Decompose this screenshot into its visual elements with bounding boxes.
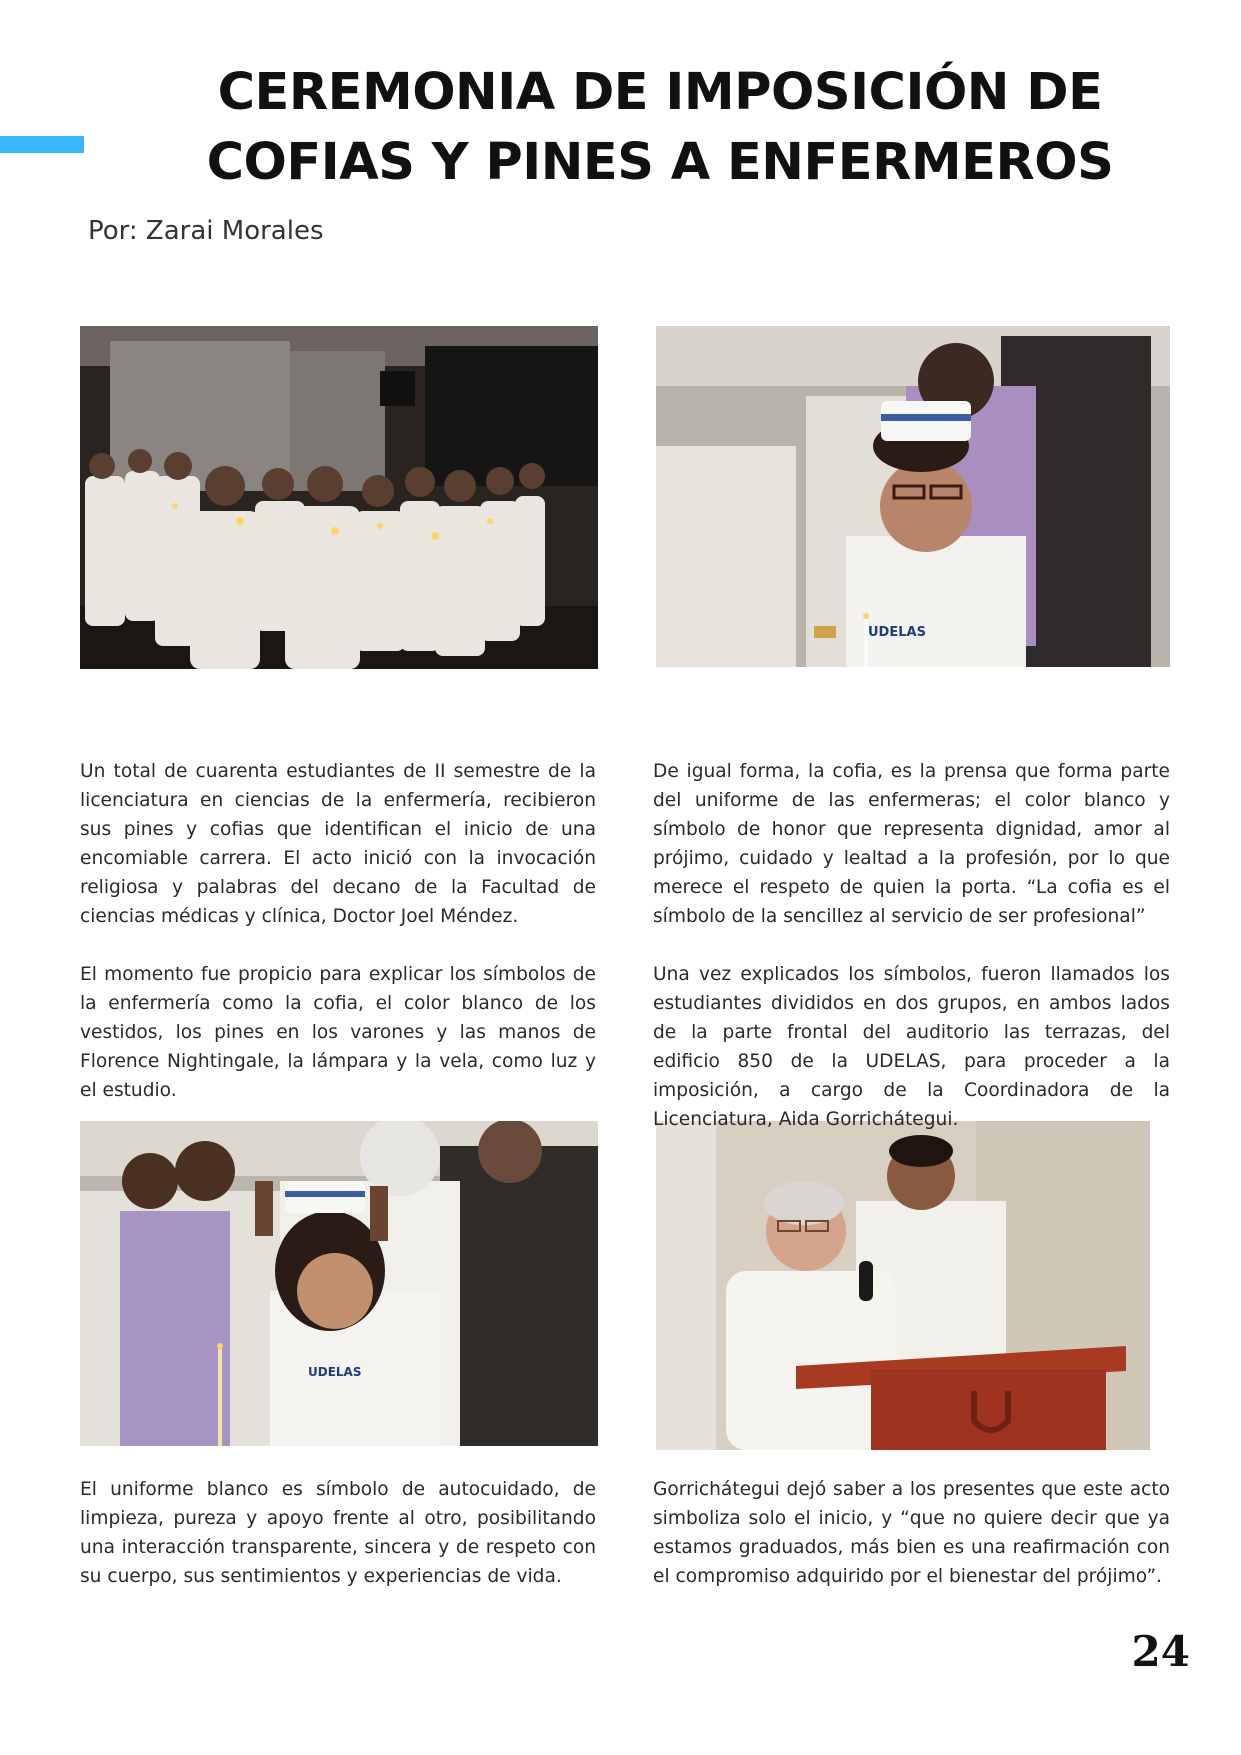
photo-candle-ceremony-illustration [80, 326, 598, 669]
article-title: CEREMONIA DE IMPOSICIÓN DE COFIAS Y PINES A ENFERMEROS [206, 63, 1114, 192]
paragraph-intro: Un total de cuarenta estudiantes de II semestre de la licenciatura en ciencias de la enfermería, recibieron sus pines y cofias que identifican el inicio de una encomiable carrera. El acto inició con la invocación religiosa y palabras del decano de la Facultad de ciencias médicas y clínica, Doctor Joel Méndez. [80, 761, 596, 927]
photo-2-uniform-logo: UDELAS [868, 625, 926, 640]
photo-cap-imposition-illustration [656, 326, 1170, 667]
photo-speaker-podium-illustration [656, 1121, 1150, 1450]
page-number: 24 [1131, 1627, 1190, 1676]
article-column-left-top [80, 757, 596, 1105]
paragraph-symbols: El momento fue propicio para explicar los símbolos de la enfermería como la cofia, el color blanco de los vestidos, los pines en los varones y las manos de Florence Nightingale, la lámpara y la vela, como luz y el estudio. [80, 964, 596, 1101]
photo-cap-placement [80, 1121, 598, 1446]
paragraph-uniform: El uniforme blanco es símbolo de autocuidado, de limpieza, pureza y apoyo frente al otro, posibilitando una interacción transparente, sincera y de respeto con su cuerpo, sus sentimientos y experiencias de vida. [80, 1479, 596, 1587]
article-column-right-top [653, 757, 1170, 1134]
paragraph-closing: Gorrichátegui dejó saber a los presentes que este acto simboliza solo el inicio, y “que no quiere decir que ya estamos graduados, más bien es una reafirmación con el compromiso adquirido por el bienestar del prójimo”. [653, 1479, 1170, 1587]
photo-candle-ceremony [80, 326, 598, 669]
photo-cap-placement-illustration [80, 1121, 598, 1446]
paragraph-cofia: De igual forma, la cofia, es la prensa que forma parte del uniforme de las enfermeras; el color blanco y símbolo de honor que representa dignidad, amor al prójimo, cuidado y lealtad a la profesión, por lo que merece el respeto de quien la porta. “La cofia es el símbolo de la sencillez al servicio de ser profesional” [653, 761, 1170, 927]
photo-speaker-podium [656, 1121, 1150, 1450]
paragraph-imposition: Una vez explicados los símbolos, fueron llamados los estudiantes divididos en dos grupos, en ambos lados de la parte frontal del auditorio las terrazas, del edificio 850 de la UDELAS, para proceder a la imposición, a cargo de la Coordinadora de la Licenciatura, Aida Gorrichátegui. [653, 964, 1170, 1130]
accent-bar [0, 136, 84, 153]
photo-cap-imposition [656, 326, 1170, 667]
article-column-right-bottom [653, 1475, 1170, 1591]
photo-3-uniform-logo: UDELAS [308, 1365, 362, 1379]
author-byline: Por: Zarai Morales [88, 216, 324, 246]
article-column-left-bottom [80, 1475, 596, 1591]
